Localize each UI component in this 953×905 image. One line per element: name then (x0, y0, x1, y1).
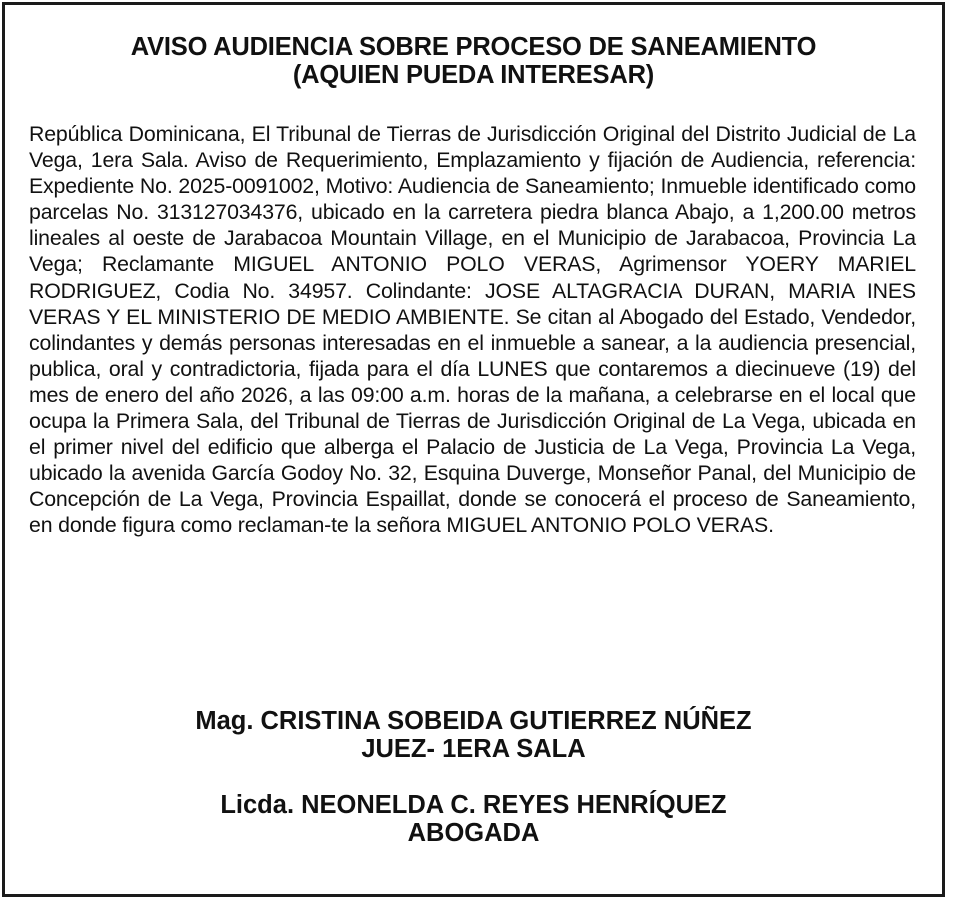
signatory-role: JUEZ- 1ERA SALA (361, 735, 586, 763)
signatory-name: Licda. NEONELDA C. REYES HENRÍQUEZ (220, 791, 727, 819)
title-line-2: (AQUIEN PUEDA INTERESAR) (292, 61, 655, 89)
signature-block-lawyer (5, 791, 942, 847)
signature-block-judge (5, 707, 942, 763)
legal-notice (2, 2, 945, 897)
notice-body: República Dominicana, El Tribunal de Tierras de Jurisdicción Original del Distrito Judicial de La Vega, 1era Sala. Aviso de Requerimiento, Emplazamiento y fijación de Audiencia, referencia: Expediente No. 2025-0091002, Motivo: Audiencia de Saneamiento; Inmueble identificado como parcelas No. 313127034376, ubicado en la carretera piedra blanca Abajo, a 1,200.00 metros lineales al oeste de Jarabacoa Mountain Village, en el Municipio de Jarabacoa, Provincia La Vega; Reclamante MIGUEL ANTONIO POLO VERAS, Agrimensor YOERY MARIEL RODRIGUEZ, Codia No. 34957. Colindante: JOSE ALTAGRACIA DURAN, MARIA INES VERAS Y EL MINISTERIO DE MEDIO AMBIENTE. Se citan al Abogado del Estado, Vendedor, colindantes y demás personas interesadas en el inmueble a sanear, a la audiencia presencial, publica, oral y contradictoria, fijada para el día LUNES que contaremos a diecinueve (19) del mes de enero del año 2026, a las 09:00 a.m. horas de la mañana, a celebrarse en el local que ocupa la Primera Sala, del Tribunal de Tierras de Jurisdicción Original de La Vega, ubicada en el primer nivel del edificio que alberga el Palacio de Justicia de La Vega, Provincia La Vega, ubicado la avenida García Godoy No. 32, Esquina Duverge, Monseñor Panal, del Municipio de Concepción de La Vega, Provincia Espaillat, donde se conocerá el proceso de Saneamiento, en donde figura como reclaman-te la señora MIGUEL ANTONIO POLO VERAS. (29, 122, 916, 538)
notice-title (5, 33, 942, 89)
title-line-1: AVISO AUDIENCIA SOBRE PROCESO DE SANEAMIENTO (130, 33, 817, 61)
signatory-role: ABOGADA (407, 819, 540, 847)
signatory-name: Mag. CRISTINA SOBEIDA GUTIERREZ NÚÑEZ (195, 707, 752, 735)
